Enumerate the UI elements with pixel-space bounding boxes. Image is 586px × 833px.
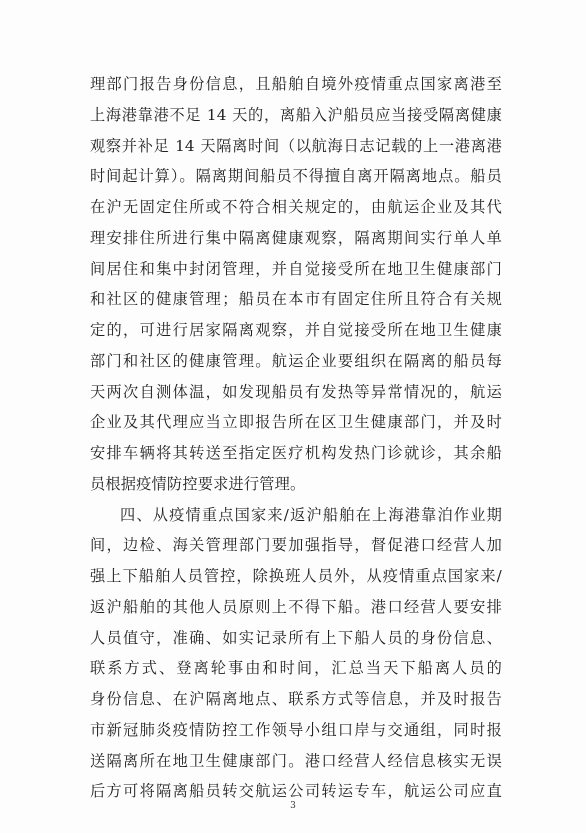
text-line: 理安排住所进行集中隔离健康观察，隔离期间实行单人单 [90, 229, 502, 247]
text-line: 间居住和集中封闭管理，并自觉接受所在地卫生健康部门 [90, 260, 502, 278]
text-line: 强上下船舶人员管控，除换班人员外，从疫情重点国家来/ [90, 567, 502, 585]
text-line: 安排车辆将其转送至指定医疗机构发热门诊就诊，其余船 [90, 444, 502, 462]
text-line: 送隔离所在地卫生健康部门。港口经营人经信息核实无误 [90, 752, 502, 770]
text-line: 在沪无固定住所或不符合相关规定的，由航运企业及其代 [90, 198, 502, 216]
text-line: 返沪船舶的其他人员原则上不得下船。港口经营人要安排 [90, 598, 502, 616]
text-line: 员根据疫情防控要求进行管理。 [90, 475, 306, 493]
text-line: 身份信息、在沪隔离地点、联系方式等信息，并及时报告 [90, 690, 502, 708]
text-line: 和社区的健康管理；船员在本市有固定住所且符合有关规 [90, 290, 502, 308]
text-line: 观察并补足 14 天隔离时间（以航海日志记载的上一港离港 [90, 137, 502, 155]
text-line: 定的，可进行居家隔离观察，并自觉接受所在地卫生健康 [90, 321, 502, 339]
text-line: 市新冠肺炎疫情防控工作领导小组口岸与交通组，同时报 [90, 721, 502, 739]
text-line: 人员值守，准确、如实记录所有上下船人员的身份信息、 [90, 629, 502, 647]
text-line: 后方可将隔离船员转交航运公司转运专车，航运公司应直 [90, 782, 502, 800]
text-line: 上海港靠港不足 14 天的，离船入沪船员应当接受隔离健康 [90, 106, 502, 124]
text-line: 联系方式、登离轮事由和时间，汇总当天下船离人员的 [90, 659, 502, 677]
text-line: 部门和社区的健康管理。航运企业要组织在隔离的船员每 [90, 352, 502, 370]
text-line: 企业及其代理应当立即报告所在区卫生健康部门，并及时 [90, 413, 502, 431]
paragraph-heading-line: 四、从疫情重点国家来/返沪船舶在上海港靠泊作业期 [120, 506, 502, 524]
text-line: 理部门报告身份信息，且船舶自境外疫情重点国家离港至 [90, 75, 502, 93]
text-line: 间，边检、海关管理部门要加强指导，督促港口经营人加 [90, 536, 502, 554]
text-line: 天两次自测体温，如发现船员有发热等异常情况的，航运 [90, 383, 502, 401]
page-number: 3 [290, 801, 296, 811]
text-line: 时间起计算）。隔离期间船员不得擅自离开隔离地点。船员 [90, 167, 502, 185]
